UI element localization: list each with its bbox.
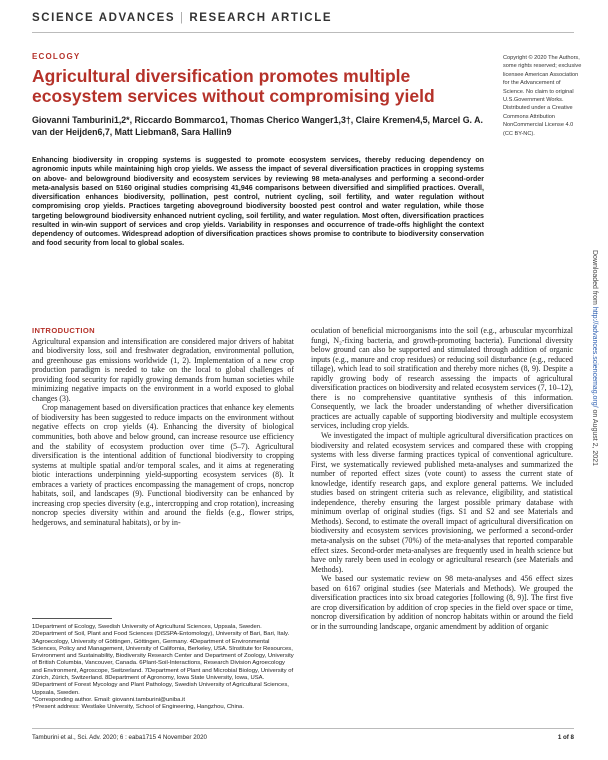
citation: Tamburini et al., Sci. Adv. 2020; 6 : eaba1715 4 November 2020 bbox=[32, 734, 207, 741]
page-number: 1 of 8 bbox=[557, 734, 574, 741]
page-footer bbox=[32, 734, 574, 741]
body-paragraph: Agricultural expansion and intensification are considered major drivers of habitat and biodiversity loss, soil and freshwater degradation, environmental pollution, and greenhouse gas emissions worldwide (1, 2). Implementation of a new crop production paradigm is needed to take on the local to global challenges of providing food security for rapidly growing demands from human societies while minimizing negative impacts on the environment in a world exposed to global changes (3). bbox=[32, 336, 294, 403]
introduction-heading: INTRODUCTION bbox=[32, 326, 96, 335]
corresponding-author: *Corresponding author. Email: giovanni.tamburini@uniba.it bbox=[32, 696, 186, 703]
section-label: ECOLOGY bbox=[32, 52, 81, 61]
present-address: †Present address: Westlake University, School of Engineering, Hangzhou, China. bbox=[32, 704, 244, 711]
article-title: Agricultural diversification promotes multiple ecosystem services without compromising yield bbox=[32, 66, 435, 106]
body-paragraph: oculation of beneficial microorganisms into the soil (e.g., arbuscular mycorrhizal fungi, N₂-fixing bacteria, and growth-promoting bacteria). Functional diversity below ground can also be supported and stimulated through addition of organic inputs (e.g., manure and crop residues) or reducing soil disturbance (e.g., reduced tillage), which lead to soil stratification and thereby more niches (8, 9). Despite a rapidly growing body of research assessing the impacts of agricultural diversification practices on biodiversity and related ecosystem services (7, 10–12), there is no comprehensive quantitative synthesis of this information. Consequently, we lack the broader understanding of whether diversification practices are actually capable of supporting biodiversity and multiple ecosystem services, including crop yields. bbox=[311, 326, 573, 431]
copyright-notice: Copyright © 2020 The Authors, some rights reserved; exclusive licensee American Association for the Advancement of Science. No claim to original U.S.Government Works. Distributed under a Creative Commons Attribution NonCommercial License 4.0 (CC BY-NC). bbox=[503, 55, 582, 137]
header-separator: | bbox=[179, 12, 185, 24]
affiliation-text: 1Department of Ecology, Swedish University of Agricultural Sciences, Uppsala, Sweden. 2Department of Soil, Plant and Food Sciences (DiSSPA-Entomology), University of Bari, Bari, Italy. 3Agroecology, University of Göttingen, Göttingen, Germany. 4Department of Environmental Sciences, Policy and Management, University of California, Berkeley, USA. 5Institute for Resources, Environment and Sustainability, Biodiversity Research Center and Department of Zoology, University of British Columbia, Vancouver, Canada. 6Plant-Soil-Interactions, Research Division Agroecology and Environment, Agroscope, Switzerland. 7Department of Plant and Microbial Biology, University of Zürich, Zürich, Switzerland. 8Department of Agronomy, Iowa State University, Iowa, USA. 9Department of Forest Mycology and Plant Pathology, Swedish University of Agricultural Sciences, Uppsala, Sweden. bbox=[32, 624, 294, 696]
left-column bbox=[32, 326, 294, 527]
article-type: RESEARCH ARTICLE bbox=[189, 12, 333, 24]
footer-rule bbox=[32, 728, 574, 729]
journal-name: SCIENCE ADVANCES bbox=[32, 12, 176, 24]
abstract: Enhancing biodiversity in cropping systems is suggested to promote ecosystem services, thereby reducing dependency on agronomic inputs while maintaining high crop yields. We assess the impact of several diversification practices in cropping systems on above- and belowground biodiversity and ecosystem services by reviewing 98 meta-analyses and performing a second-order meta-analysis based on 5160 original studies comprising 41,946 comparisons between diversified and simplified practices. Overall, diversification enhances biodiversity, pollination, pest control, nutrient cycling, soil fertility, and water regulation without compromising crop yields. Practices targeting aboveground biodiversity boosted pest control and water regulation, while those targeting belowground biodiversity enhanced nutrient cycling, soil fertility, and water regulation. Most often, diversification practices resulted in win-win support of services and crop yields. Variability in responses and occurrence of trade-offs highlight the context dependency of outcomes. Widespread adoption of diversification practices shows promise to contribute to biodiversity conservation and food security from local to global scales. bbox=[32, 156, 484, 248]
header-rule bbox=[32, 32, 574, 33]
download-suffix: on August 2, 2021 bbox=[591, 407, 598, 466]
footnote-rule bbox=[32, 618, 112, 619]
body-paragraph: We based our systematic review on 98 meta-analyses and 456 effect sizes based on 6167 original studies (see Materials and Methods). We grouped the diversification practices into six broad categories [following (8, 9)]. The first five are crop diversification by addition of crop species in the field over space or time, noncrop diversification by addition of noncrop habitats within or around the field or in the surrounding landscape, organic amendment by addition of organic bbox=[311, 574, 573, 631]
body-paragraph: We investigated the impact of multiple agricultural diversification practices on biodiversity and related ecosystem services and compared these with cropping systems with less diverse farming practices typical of conventional agriculture. First, we systematically reviewed published meta-analyses and summarized the number of reported effect sizes (vote count) to assess the current state of knowledge, identify research gaps, and explore general patterns. We included studies based on stringent criteria such as relevance, eligibility, and statistical independence, thereby ensuring the largest possible primary database with minimum overlap of original studies (figs. S1 and S2 and see Materials and Methods). Second, to estimate the overall impact of agricultural diversification on biodiversity and ecosystem services provisioning, we performed a second-order meta-analysis on the subset (70%) of the meta-analyses that reported comparable effect sizes. Second-order meta-analyses are frequently used in health science but have only rarely been used in ecology or agricultural research (see Materials and Methods). bbox=[311, 431, 573, 574]
right-column bbox=[311, 326, 573, 632]
journal-header bbox=[32, 12, 332, 24]
download-prefix: Downloaded from bbox=[591, 250, 598, 307]
download-note bbox=[591, 250, 598, 466]
affiliations bbox=[32, 624, 294, 712]
download-link[interactable]: http://advances.sciencemag.org/ bbox=[591, 306, 598, 408]
body-paragraph: Crop management based on diversification practices that enhance key elements of biodiversity has been suggested to reduce impacts on the environment without negative effects on crop yields (4). Enhancing the diversity of biological communities, both above and below ground, can increase resource use efficiency and the stability of ecosystem production over time (5–7). Agricultural diversification is the intentional addition of functional biodiversity to cropping systems at multiple spatial and/or temporal scales, and it aims at regenerating biotic interactions underpinning yield-supporting ecosystem services (8). It embraces a variety of practices encompassing the management of crops, noncrop habitats, soil, and landscapes (9). Functional biodiversity can be enhanced by increasing crop species diversity (e.g., intercropping and crop rotation), increasing noncrop species diversity within and around the fields (e.g., flower strips, hedgerows, and seminatural habitats), or by in- bbox=[32, 403, 294, 527]
author-list: Giovanni Tamburini1,2*, Riccardo Bommarco1, Thomas Cherico Wanger1,3†, Claire Kremen4,5, Marcel G. A. van der Heijden6,7, Matt Liebman8, Sara Hallin9 bbox=[32, 115, 483, 137]
